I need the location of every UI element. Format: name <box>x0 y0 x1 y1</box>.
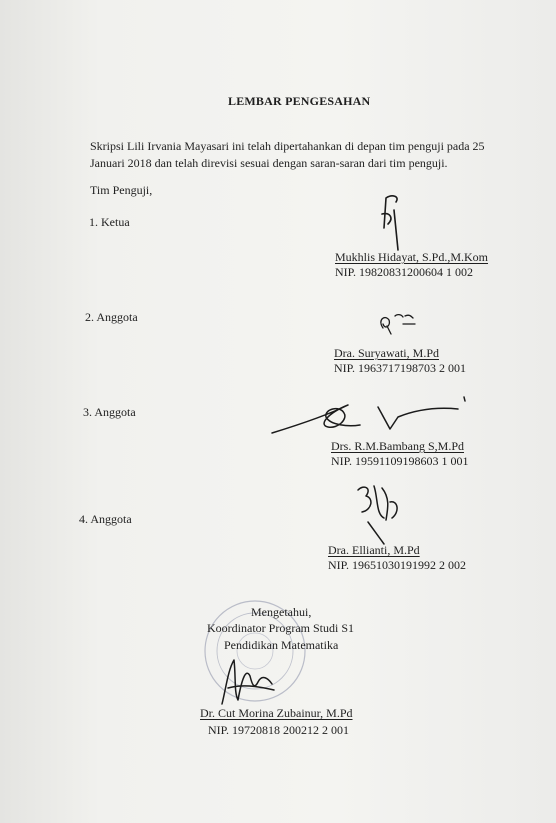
examiner-3-name: Drs. R.M.Bambang S,M.Pd <box>331 439 465 453</box>
approval-line-2: Koordinator Program Studi S1 <box>207 621 354 635</box>
examiner-1-role: 1. Ketua <box>89 215 130 229</box>
examiner-2-role: 2. Anggota <box>85 310 138 324</box>
paragraph-line-2: Januari 2018 dan telah direvisi sesuai dengan saran-saran dari tim penguji. <box>90 156 448 170</box>
approval-line-1: Mengetahui, <box>251 605 312 619</box>
signature-2 <box>375 308 425 338</box>
signature-coordinator <box>212 648 282 708</box>
examiner-3-role: 3. Anggota <box>83 405 136 419</box>
examiner-3-nip: NIP. 19591109198603 1 001 <box>331 454 469 468</box>
coordinator-name: Dr. Cut Morina Zubainur, M.Pd <box>200 706 353 720</box>
coordinator-nip: NIP. 19720818 200212 2 001 <box>208 723 350 737</box>
signature-3 <box>268 395 478 440</box>
team-heading: Tim Penguji, <box>90 183 153 197</box>
examiner-2-name: Dra. Suryawati, M.Pd <box>334 346 439 360</box>
examiner-2-nip: NIP. 1963717198703 2 001 <box>334 361 467 375</box>
approval-line-3: Pendidikan Matematika <box>224 638 339 652</box>
signature-4 <box>348 478 418 548</box>
page-title: LEMBAR PENGESAHAN <box>228 94 371 108</box>
examiner-1-nip: NIP. 19820831200604 1 002 <box>335 265 474 279</box>
examiner-1-name: Mukhlis Hidayat, S.Pd.,M.Kom <box>335 250 489 264</box>
paragraph-line-1: Skripsi Lili Irvania Mayasari ini telah dipertahankan di depan tim penguji pada 25 <box>90 139 485 153</box>
examiner-4-name: Dra. Ellianti, M.Pd <box>328 543 420 557</box>
examiner-4-role: 4. Anggota <box>79 512 132 526</box>
examiner-4-nip: NIP. 19651030191992 2 002 <box>328 558 467 572</box>
